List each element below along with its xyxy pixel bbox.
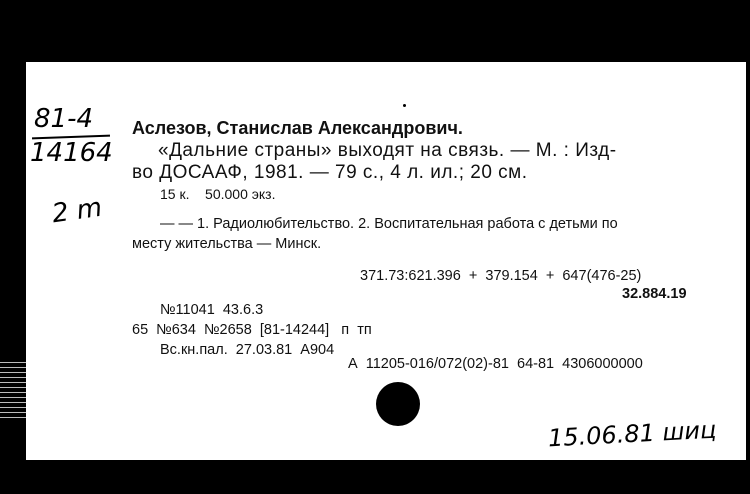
handwritten-side-note: 2 m (50, 192, 104, 230)
bbk-classification: 32.884.19 (622, 286, 687, 302)
handwritten-date-note: 15.06.81 шиц (547, 415, 718, 453)
title-line-1: «Дальние страны» выходят на связь. — М. : Изд- (158, 140, 617, 161)
card-punch-hole (376, 382, 420, 426)
title-line-2: во ДОСААФ, 1981. — 79 с., 4 л. ил.; 20 см. (132, 162, 528, 183)
code-line: А 11205-016/072(02)-81 64-81 4306000000 (348, 356, 643, 372)
number-line: №11041 43.6.3 (160, 302, 264, 318)
price-circulation: 15 к. 50.000 экз. (160, 186, 276, 202)
author-heading: Аслезов, Станислав Александрович. (132, 118, 463, 138)
registry-line: 65 №634 №2658 [81-14244] п тп (132, 322, 372, 338)
udc-classification: 371.73:621.396 + 379.154 + 647(476-25) (360, 268, 642, 284)
subjects-line-1: — — 1. Радиолюбительство. 2. Воспитательная работа с детьми по (160, 216, 618, 232)
chamber-line: Вс.кн.пал. 27.03.81 А904 (160, 342, 335, 358)
ink-dot (403, 104, 406, 107)
subjects-line-2: месту жительства — Минск. (132, 236, 322, 252)
handwritten-call-number-top: 81-4 (34, 104, 94, 134)
handwritten-call-number-bottom: 14164 (30, 138, 113, 168)
scan-artifact (0, 360, 26, 420)
